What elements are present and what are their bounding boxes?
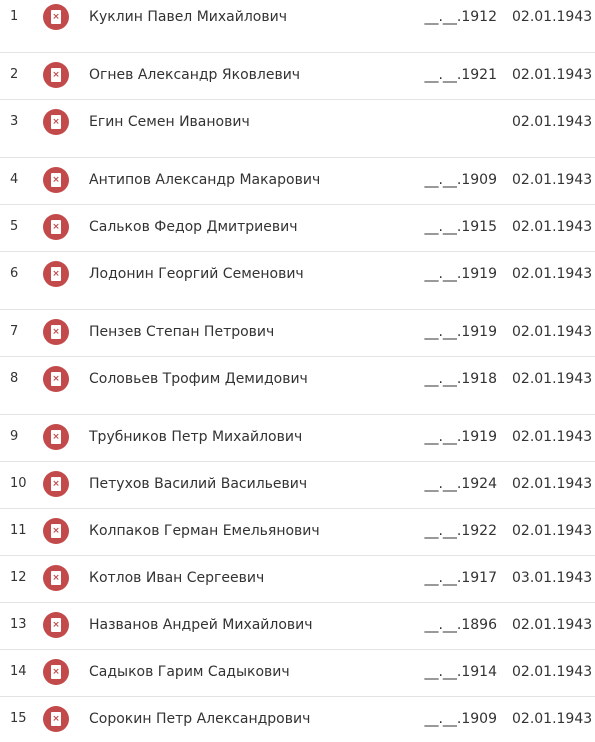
row-number: 2: [10, 67, 19, 82]
row-number: 1: [10, 9, 19, 24]
document-icon[interactable]: ×: [43, 366, 69, 392]
document-icon[interactable]: ×: [43, 167, 69, 193]
document-icon[interactable]: ×: [43, 659, 69, 685]
document-icon[interactable]: ×: [43, 565, 69, 591]
row-separator: [0, 461, 595, 462]
event-date: 02.01.1943: [512, 9, 593, 25]
event-date: 02.01.1943: [512, 476, 593, 492]
birth-date: __.__.1919: [424, 324, 497, 340]
event-date: 02.01.1943: [512, 664, 593, 680]
document-icon[interactable]: ×: [43, 4, 69, 30]
event-date: 02.01.1943: [512, 114, 593, 130]
birth-date: __.__.1918: [424, 371, 497, 387]
birth-date: __.__.1909: [424, 711, 497, 727]
row-separator: [0, 414, 595, 415]
document-icon[interactable]: ×: [43, 518, 69, 544]
birth-date: __.__.1912: [424, 9, 497, 25]
document-icon[interactable]: ×: [43, 471, 69, 497]
person-name[interactable]: Огнев Александр Яковлевич: [89, 67, 301, 83]
person-name[interactable]: Егин Семен Иванович: [89, 114, 250, 130]
row-number: 3: [10, 114, 19, 129]
event-date: 02.01.1943: [512, 67, 593, 83]
row-number: 7: [10, 324, 19, 339]
person-name[interactable]: Лодонин Георгий Семенович: [89, 266, 304, 282]
person-name[interactable]: Котлов Иван Сергеевич: [89, 570, 265, 586]
person-name[interactable]: Соловьев Трофим Демидович: [89, 371, 308, 387]
row-separator: [0, 508, 595, 509]
row-separator: [0, 555, 595, 556]
event-date: 02.01.1943: [512, 711, 593, 727]
row-number: 11: [10, 523, 27, 538]
row-number: 4: [10, 172, 19, 187]
row-separator: [0, 157, 595, 158]
document-icon[interactable]: ×: [43, 706, 69, 732]
row-separator: [0, 309, 595, 310]
row-number: 14: [10, 664, 27, 679]
birth-date: __.__.1909: [424, 172, 497, 188]
row-separator: [0, 356, 595, 357]
event-date: 02.01.1943: [512, 172, 593, 188]
birth-date: __.__.1917: [424, 570, 497, 586]
row-number: 5: [10, 219, 19, 234]
birth-date: __.__.1919: [424, 266, 497, 282]
birth-date: __.__.1914: [424, 664, 497, 680]
event-date: 02.01.1943: [512, 219, 593, 235]
birth-date: __.__.1919: [424, 429, 497, 445]
birth-date: __.__.1915: [424, 219, 497, 235]
row-separator: [0, 204, 595, 205]
person-name[interactable]: Куклин Павел Михайлович: [89, 9, 287, 25]
document-icon[interactable]: ×: [43, 214, 69, 240]
row-number: 13: [10, 617, 27, 632]
row-separator: [0, 696, 595, 697]
person-name[interactable]: Петухов Василий Васильевич: [89, 476, 308, 492]
event-date: 03.01.1943: [512, 570, 593, 586]
row-separator: [0, 649, 595, 650]
row-separator: [0, 251, 595, 252]
event-date: 02.01.1943: [512, 429, 593, 445]
birth-date: __.__.1922: [424, 523, 497, 539]
document-icon[interactable]: ×: [43, 109, 69, 135]
document-icon[interactable]: ×: [43, 261, 69, 287]
person-name[interactable]: Колпаков Герман Емельянович: [89, 523, 320, 539]
person-name[interactable]: Сорокин Петр Александрович: [89, 711, 311, 727]
event-date: 02.01.1943: [512, 324, 593, 340]
person-name[interactable]: Сальков Федор Дмитриевич: [89, 219, 298, 235]
row-number: 8: [10, 371, 19, 386]
person-name[interactable]: Садыков Гарим Садыкович: [89, 664, 290, 680]
birth-date: __.__.1921: [424, 67, 497, 83]
document-icon[interactable]: ×: [43, 319, 69, 345]
event-date: 02.01.1943: [512, 266, 593, 282]
row-separator: [0, 602, 595, 603]
row-number: 12: [10, 570, 27, 585]
person-name[interactable]: Пензев Степан Петрович: [89, 324, 275, 340]
birth-date: __.__.1924: [424, 476, 497, 492]
row-separator: [0, 99, 595, 100]
row-number: 10: [10, 476, 27, 491]
document-icon[interactable]: ×: [43, 424, 69, 450]
row-separator: [0, 52, 595, 53]
event-date: 02.01.1943: [512, 523, 593, 539]
row-number: 9: [10, 429, 19, 444]
person-name[interactable]: Трубников Петр Михайлович: [89, 429, 303, 445]
document-icon[interactable]: ×: [43, 612, 69, 638]
event-date: 02.01.1943: [512, 371, 593, 387]
row-number: 6: [10, 266, 19, 281]
birth-date: __.__.1896: [424, 617, 497, 633]
event-date: 02.01.1943: [512, 617, 593, 633]
document-icon[interactable]: ×: [43, 62, 69, 88]
person-name[interactable]: Названов Андрей Михайлович: [89, 617, 313, 633]
person-name[interactable]: Антипов Александр Макарович: [89, 172, 321, 188]
row-number: 15: [10, 711, 27, 726]
